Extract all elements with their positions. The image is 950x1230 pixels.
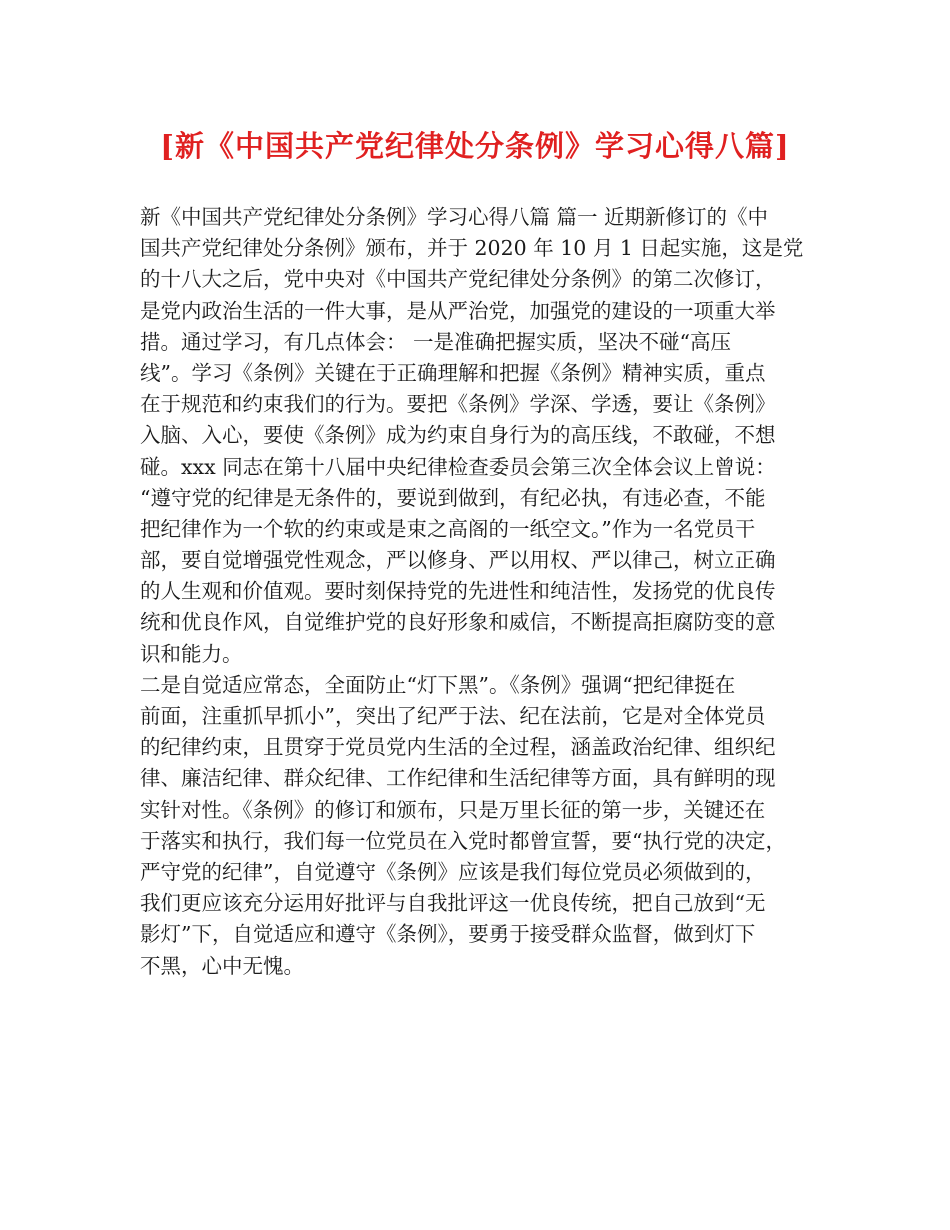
body-line: 把纪律作为一个软的约束或是束之高阁的一纸空文。”作为一名党员干 — [140, 516, 756, 541]
body-line: 我们更应该充分运用好批评与自我批评这一优良传统，把自己放到“无 — [140, 891, 766, 916]
body-line: 的十八大之后，党中央对《中国共产党纪律处分条例》的第二次修订， — [140, 267, 776, 292]
body-line: 统和优良作风，自觉维护党的良好形象和威信，不断提高拒腐防变的意 — [140, 610, 776, 635]
body-line: 新《中国共产党纪律处分条例》学习心得八篇 篇一 近期新修订的《中 — [140, 205, 769, 229]
body-line: 严守党的纪律”，自觉遵守《条例》应该是我们每位党员必须做到的， — [140, 859, 766, 884]
body-line: 于落实和执行，我们每一位党员在入党时都曾宣誓，要“执行党的决定， — [140, 828, 786, 853]
body-line: 影灯”下，自觉适应和遵守《条例》，要勇于接受群众监督，做到灯下 — [140, 922, 756, 947]
body-line: 入脑、入心，要使《条例》成为约束自身行为的高压线，不敢碰，不想 — [140, 423, 776, 448]
body-line: 在于规范和约束我们的行为。要把《条例》学深、学透，要让《条例》 — [140, 392, 776, 417]
body-line: 国共产党纪律处分条例》颁布，并于 2020 年 10 月 1 日起实施，这是党 — [140, 236, 804, 261]
body-line: 措。通过学习，有几点体会： 一是准确把握实质，坚决不碰“高压 — [140, 329, 731, 354]
body-line: “遵守党的纪律是无条件的，要说到做到，有纪必执，有违必查，不能 — [140, 485, 766, 510]
body-line: 的纪律约束，且贯穿于党员党内生活的全过程，涵盖政治纪律、组织纪 — [140, 735, 776, 760]
body-line: 碰。xxx 同志在第十八届中央纪律检查委员会第三次全体会议上曾说： — [140, 454, 776, 479]
body-line: 前面，注重抓早抓小”，突出了纪严于法、纪在法前，它是对全体党员 — [140, 704, 766, 728]
document-title: [新《中国共产党纪律处分条例》学习心得八篇] — [160, 129, 790, 163]
body-line: 识和能力。 — [140, 641, 243, 666]
body-line: 是党内政治生活的一件大事，是从严治党，加强党的建设的一项重大举 — [140, 298, 776, 323]
body-line: 实针对性。《条例》的修订和颁布，只是万里长征的第一步，关键还在 — [140, 797, 766, 822]
body-line: 不黑，心中无愧。 — [140, 953, 304, 978]
body-line: 的人生观和价值观。要时刻保持党的先进性和纯洁性，发扬党的优良传 — [140, 579, 776, 604]
body-line: 律、廉洁纪律、群众纪律、工作纪律和生活纪律等方面，具有鲜明的现 — [140, 766, 776, 791]
body-line: 线”。学习《条例》关键在于正确理解和把握《条例》精神实质，重点 — [140, 360, 766, 385]
body-line: 部，要自觉增强党性观念，严以修身、严以用权、严以律己，树立正确 — [140, 548, 776, 573]
document-body — [140, 202, 820, 982]
body-line: 二是自觉适应常态，全面防止“灯下黑”。《条例》强调“把纪律挺在 — [140, 672, 736, 697]
